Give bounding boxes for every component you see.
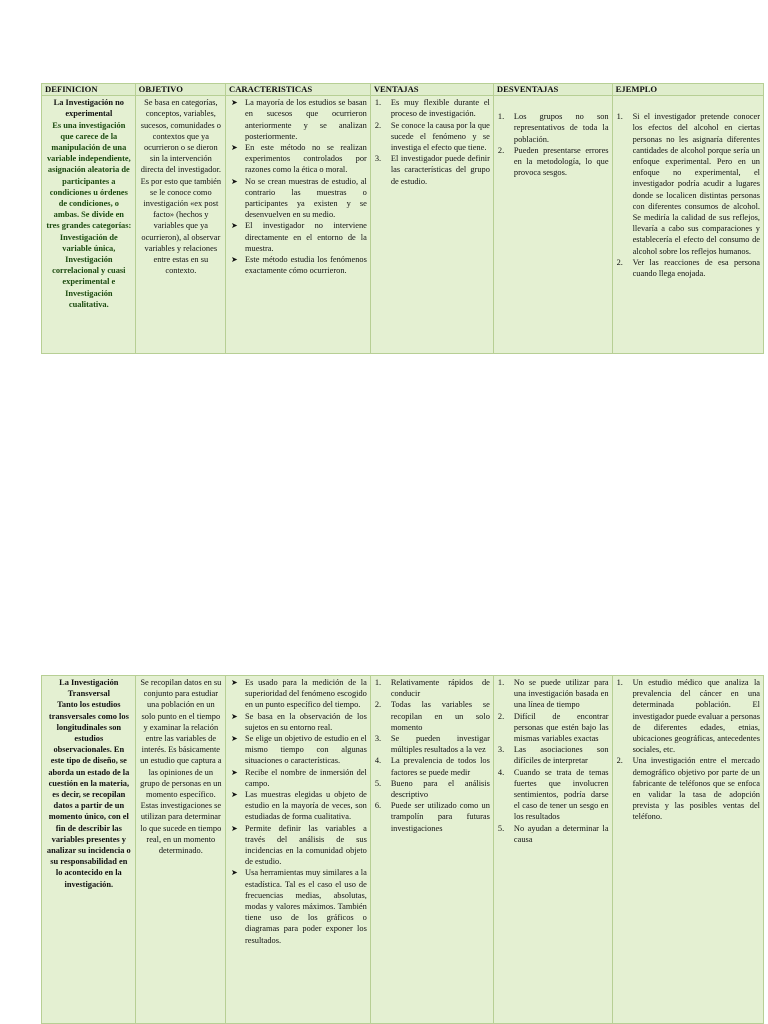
list-item: 3. Las asociaciones son difíciles de interpretar (497, 745, 609, 766)
ventajas-cell (370, 676, 493, 1024)
desventajas-cell (493, 676, 612, 1024)
arrow-bullet-icon: ➤ (231, 221, 238, 231)
arrow-bullet-icon: ➤ (231, 678, 238, 687)
definicion-title: La Investigación no experimental (53, 98, 124, 119)
table-row (42, 96, 764, 354)
list-item: ➤ Permite definir las variables a través del análisis de sus incidencias en la comunidad objeto de estudio. (231, 823, 367, 867)
header-desventajas: DESVENTAJAS (493, 84, 612, 96)
list-item: 2. Pueden presentarse errores en la metodología, lo que provoca sesgos. (497, 145, 609, 178)
header-objetivo: OBJETIVO (135, 84, 225, 96)
list-item: 2. Una investigación entre el mercado demográfico objetivo por parte de un fabricante de teléfonos que se enfoca en validar la tasa de adopción prevista y las posibles ventas del teléfono. (616, 756, 760, 822)
list-item: ➤ El investigador no interviene directamente en el entorno de la muestra. (231, 221, 367, 253)
list-item: ➤ Usa herramientas muy similares a la estadística. Tal es el caso el uso de frecuencias medias, absolutas, modas y valores máximos. También tiene uso de los gráficos o diagramas para poder exponer los resultados. (231, 868, 367, 945)
comparison-table-bottom (41, 675, 764, 1024)
list-item: ➤ Recibe el nombre de inmersión del campo. (231, 767, 367, 788)
arrow-bullet-icon: ➤ (231, 176, 238, 186)
objetivo-cell (135, 676, 225, 1024)
list-item: 2. Todas las variables se recopilan en un solo momento (374, 700, 490, 732)
desventajas-list (498, 677, 609, 845)
desventajas-cell (493, 96, 612, 354)
objetivo-cell (135, 96, 225, 354)
ventajas-cell (370, 96, 493, 354)
arrow-bullet-icon: ➤ (231, 255, 238, 265)
list-item: 6. Puede ser utilizado como un trampolín para futuras investigaciones (374, 801, 490, 833)
list-item: 2. Ver las reacciones de esa persona cuando llega enojada. (616, 257, 760, 279)
list-item: 2. Difícil de encontrar personas que estén bajo las mismas variables exactas (497, 711, 609, 744)
list-item: 4. La prevalencia de todos los factores se puede medir (374, 756, 490, 777)
ejemplo-cell (612, 96, 763, 354)
definicion-title: La Investigación Transversal (59, 678, 119, 699)
caracteristicas-cell (226, 96, 371, 354)
list-item: 2. Se conoce la causa por la que sucede el fenómeno y se investiga el efecto que tiene. (374, 120, 490, 153)
list-item: 3. Se pueden investigar múltiples resultados a la vez (374, 734, 490, 755)
list-item: ➤ En este método no se realizan experimentos controlados por razones como la ética o moral. (231, 143, 367, 175)
arrow-bullet-icon: ➤ (231, 868, 238, 878)
ventajas-list (375, 677, 490, 834)
caracteristicas-list (230, 97, 367, 276)
objetivo-text: Se basa en categorías, conceptos, variables, sucesos, comunidades o contextos que ya ocurrieron o se dieron sin la intervención directa del investigador. Es por esto que también se le conoce como investigación «ex post facto» (hechos y variables que ya ocurrieron), al observar variables y relaciones entre estas en su contexto. (140, 98, 222, 276)
header-row (42, 84, 764, 96)
comparison-table-top (41, 83, 764, 354)
arrow-bullet-icon: ➤ (231, 734, 238, 744)
ejemplo-list (617, 111, 760, 279)
list-item: ➤ No se crean muestras de estudio, al contrario las muestras o participantes ya existen y se desenvuelven en su medio. (231, 176, 367, 220)
list-item: ➤ Se elige un objetivo de estudio en el mismo tiempo con algunas situaciones o características. (231, 734, 367, 766)
header-caracteristicas: CARACTERISTICAS (226, 84, 371, 96)
list-item: 5. Bueno para el análisis descriptivo (374, 778, 490, 800)
list-item: 1. No se puede utilizar para una investigación basada en una línea de tiempo (497, 678, 609, 710)
header-definicion: DEFINICION (42, 84, 136, 96)
list-item: ➤ Es usado para la medición de la superioridad del fenómeno escogido en un punto específico del tiempo. (231, 678, 367, 710)
list-item: ➤ La mayoría de los estudios se basan en sucesos que ocurrieron anteriormente y se analizan posteriormente. (231, 98, 367, 141)
ejemplo-cell (612, 676, 763, 1024)
list-item: 1. Es muy flexible durante el proceso de investigación. (374, 98, 490, 119)
ventajas-list (375, 97, 490, 187)
desventajas-list (498, 111, 609, 178)
list-item: ➤ Las muestras elegidas u objeto de estudio en la mayoría de veces, son estudiadas de forma cualitativa. (231, 790, 367, 822)
list-item: ➤ Se basa en la observación de los sujetos en su entorno real. (231, 711, 367, 732)
arrow-bullet-icon: ➤ (231, 143, 238, 153)
caracteristicas-list (230, 677, 367, 946)
table-row (42, 676, 764, 1024)
definicion-text: Tanto los estudios transversales como los longitudinales son estudios observacionales. En este tipo de diseño, se aborda un estado de la cuestión en la materia, es decir, se recopilan datos a partir de un momento único, con el fin de describir las variables presentes y analizar su incidencia o su responsabilidad en lo acontecido en la investigación. (46, 700, 131, 889)
list-item: 1. Un estudio médico que analiza la prevalencia del cáncer en una determinada población. El investigador puede evaluar a personas de diferentes edades, etnias, ubicaciones geográficas, antecedentes sociales, etc. (616, 678, 761, 755)
arrow-bullet-icon: ➤ (231, 790, 238, 800)
arrow-bullet-icon: ➤ (231, 711, 238, 721)
arrow-bullet-icon: ➤ (231, 98, 238, 108)
definicion-cell (42, 676, 136, 1024)
list-item: 3. El investigador puede definir las características del grupo de estudio. (374, 154, 490, 186)
arrow-bullet-icon: ➤ (231, 767, 238, 777)
objetivo-text: Se recopilan datos en su conjunto para estudiar una población en un solo punto en el tiempo y examinar la relación entre las variables de interés. Es básicamente un estudio que captura a las opiniones de un grupo de personas en un momento específico. Estas investigaciones se utilizan para determinar lo que sucede en tiempo real, en un momento determinado. (140, 678, 222, 856)
header-ventajas: VENTAJAS (370, 84, 493, 96)
caracteristicas-cell (226, 676, 371, 1024)
list-item: 1. Relativamente rápidos de conducir (374, 678, 490, 699)
list-item: 1. Si el investigador pretende conocer los efectos del alcohol en ciertas personas no les asignaría diferentes cantidades de alcohol porque sería un enfoque experimental. Pero en un enfoque no experimental, el investigador podría acudir a lugares donde se localicen distintas personas con diferentes consumos de alcohol. Se mediría la calidad de sus reflejos, llevaría a cabo sus comparaciones y establecería el efecto del consumo de alcohol sobre los reflejos humanos. (616, 112, 760, 256)
arrow-bullet-icon: ➤ (231, 823, 238, 833)
definicion-text: Es una investigación que carece de la manipulación de una variable independiente, asignación aleatoria de participantes a condiciones u órdenes de condiciones, o ambas. Se divide en tres grandes categorías: Investigación de variable única, Investigación correlacional y cuasi experimental e Investigación cualitativa. (46, 120, 132, 309)
list-item: ➤ Este método estudia los fenómenos exactamente cómo ocurrieron. (231, 255, 367, 276)
header-ejemplo: EJEMPLO (612, 84, 763, 96)
list-item: 5. No ayudan a determinar la causa (497, 823, 609, 844)
definicion-cell (42, 96, 136, 354)
ejemplo-list (617, 677, 760, 823)
list-item: 4. Cuando se trata de temas fuertes que involucren sentimientos, podría darse el caso de tener un sesgo en los resultados (497, 767, 609, 822)
list-item: 1. Los grupos no son representativos de toda la población. (497, 112, 609, 144)
